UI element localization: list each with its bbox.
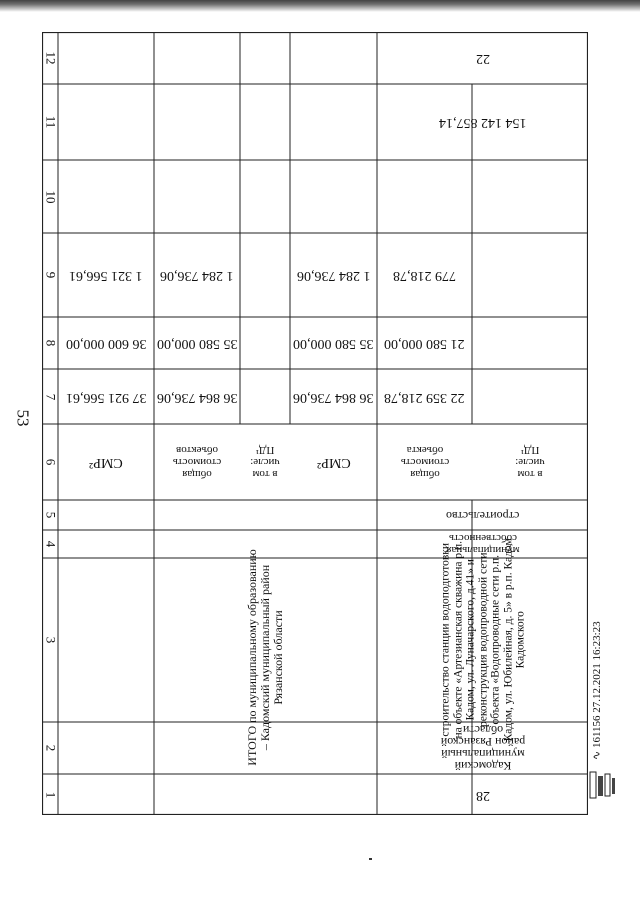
rotated-table: [42, 32, 588, 815]
total-pd-label: в том числе: ПД¹: [250, 444, 280, 480]
page-number: 53: [13, 409, 33, 427]
object-description: строительство станции водоподготовки на объекте «Артезианская скважина р.п. Кадом, ул. Луначарского, д.41» и реконструкция водопроводной сети объекта «Водопроводные сети р.п. Кадом, ул. Юбилейная, д. 5» в р.п. Кадом Кадомского: [438, 538, 526, 742]
row-number: 28: [475, 787, 490, 803]
total-general-label: общая стоимость объектов: [172, 444, 222, 480]
district-name: Кадомский муниципальный район Рязанской области: [440, 723, 525, 773]
total-smr-c9: 1 284 736,06: [296, 268, 371, 283]
footer-stamp: ∿ 161156 27.12.2021 16:23:23: [591, 621, 603, 760]
row28-c9: 779 218,78: [393, 268, 456, 283]
row28-general-label: общая стоимость объекта: [400, 444, 449, 480]
smr-cost-other: 1 321 566,61: [69, 268, 143, 283]
row28-c12: 22: [475, 51, 490, 66]
col-number: 1: [43, 791, 58, 798]
emblem-icon: [588, 770, 616, 800]
row28-c8: 21 580 000,00: [384, 336, 465, 351]
total-general-c8: 35 580 000,00: [156, 336, 238, 351]
col-number: 8: [43, 339, 58, 347]
total-general-c7: 36 864 736,06: [156, 389, 238, 405]
row28-c7: 22 359 218,78: [384, 389, 465, 405]
col-number: 4: [43, 540, 58, 548]
col-number: 2: [43, 744, 58, 752]
col-number: 9: [43, 271, 58, 279]
col-number: 6: [43, 458, 58, 466]
col-number: 10: [43, 190, 58, 203]
row28-c11: 154 142 857,14: [438, 115, 527, 130]
col-number: 7: [43, 393, 58, 400]
total-label: ИТОГО по муниципальному образованию – Кадомский муниципальный район Рязанской области: [245, 549, 285, 766]
total-smr-label: СМР²: [316, 455, 351, 470]
ownership: муниципальная собственность: [445, 532, 520, 556]
row28-pd-label: в том числе: ПД¹: [515, 444, 545, 480]
scan-artifact: [0, 0, 640, 12]
total-smr-c8: 35 580 000,00: [293, 336, 374, 351]
smr-label: СМР²: [89, 455, 123, 470]
smr-cost-funds: 36 600 000,00: [65, 336, 147, 351]
col-number: 5: [43, 511, 58, 519]
col-number: 3: [43, 636, 58, 644]
smr-cost-total: 37 921 566,61: [65, 389, 147, 405]
total-smr-c7: 36 864 736,06: [293, 389, 374, 405]
total-general-c9: 1 284 736,06: [160, 268, 234, 283]
stamp-mark-icon: ∿: [591, 748, 603, 760]
col-number: 11: [43, 115, 58, 129]
work-type: строительство: [445, 508, 520, 523]
speck: [369, 858, 372, 860]
col-number: 12: [43, 51, 58, 65]
